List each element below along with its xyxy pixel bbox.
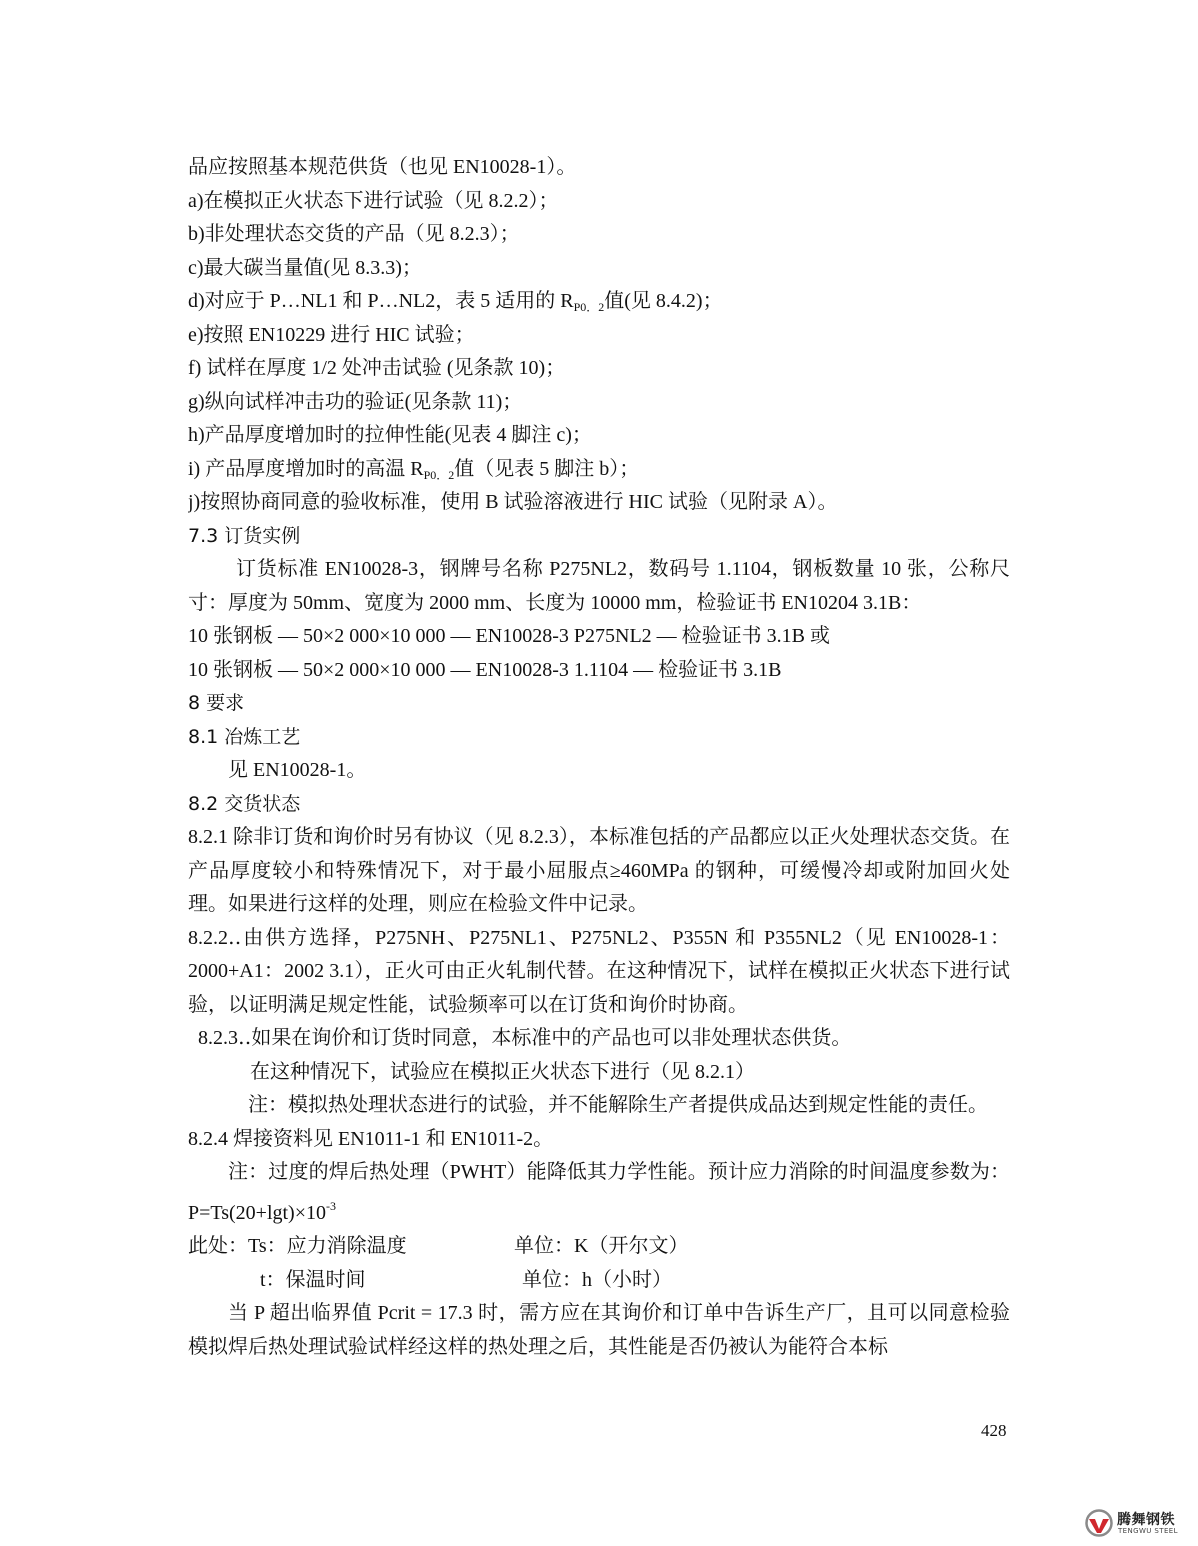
section-heading-7-3: 7.3 订货实例 <box>188 524 301 547</box>
list-item-h: h)产品厚度增加时的拉伸性能(见表 4 脚注 c)； <box>188 424 592 446</box>
logo-chinese-name: 腾舞钢铁 <box>1117 1512 1175 1528</box>
text-line: 品应按照基本规范供货（也见 EN10028-1）。 <box>188 156 577 178</box>
paragraph-8-2-3: 8.2.3‥如果在询价和订货时同意，本标准中的产品也可以非处理状态供货。 <box>198 1027 852 1049</box>
document-body <box>188 151 1010 1364</box>
paragraph-8-2-4: 8.2.4 焊接资料见 EN1011-1 和 EN1011-2。 <box>188 1127 554 1150</box>
definition-t <box>188 1264 1010 1298</box>
definition-t-unit: 单位：h（小时） <box>522 1268 672 1291</box>
list-item-e: e)按照 EN10229 进行 HIC 试验； <box>188 323 475 346</box>
note-pwht <box>188 1156 1010 1230</box>
note-simulated-heat-treatment: 注：模拟热处理状态进行的试验，并不能解除生产者提供成品达到规定性能的责任。 <box>248 1094 988 1116</box>
list-item-c: c)最大碳当量值(见 8.3.3)； <box>188 256 422 279</box>
note-pwht-text: 注：过度的焊后热处理（PWHT）能降低其力学性能。预计应力消除的时间温度参数为：P=Ts(20+lgt)×10 <box>188 1161 1010 1224</box>
list-item-d-tail: 值(见 8.4.2)； <box>604 290 723 312</box>
tengwu-logo-icon <box>1084 1508 1114 1538</box>
section-heading-8: 8 要求 <box>188 692 245 714</box>
list-item-j: j)按照协商同意的验收标准，使用 B 试验溶液进行 HIC 试验（见附录 A）。 <box>188 491 838 513</box>
subscript-p02: P0．2 <box>423 467 455 482</box>
list-item-a: a)在模拟正火状态下进行试验（见 8.2.2）； <box>188 189 559 212</box>
paragraph-order-example: 订货标准 EN10028-3，钢牌号名称 P275NL2，数码号 1.1104，钢板数量 10 张，公称尺寸：厚度为 50mm、宽度为 2000 mm、长度为 10000 mm，检验证书 EN10204 3.1B： <box>188 558 1010 614</box>
paragraph-8-2-1: 8.2.1 除非订货和询价时另有协议（见 8.2.3），本标准包括的产品都应以正火处理状态交货。在产品厚度较小和特殊情况下，对于最小屈服点≥460MPa 的钢种，可缓慢冷却或附加回火处理。如果进行这样的处理，则应在检验文件中记录。 <box>188 826 1010 915</box>
section-heading-8-2: 8.2 交货状态 <box>188 792 301 815</box>
order-example-line-1: 10 张钢板 — 50×2 000×10 000 — EN10028-3 P275NL2 — 检验证书 3.1B 或 <box>188 625 831 647</box>
order-example-line-2: 10 张钢板 — 50×2 000×10 000 — EN10028-3 1.1104 — 检验证书 3.1B <box>188 658 782 681</box>
superscript-exponent: -3 <box>326 1198 336 1213</box>
logo-english-name: TENGWU STEEL <box>1118 1527 1178 1535</box>
company-logo <box>1084 1508 1190 1538</box>
list-item-g: g)纵向试样冲击功的验证(见条款 11)； <box>188 390 523 413</box>
list-item-i-tail: 值（见表 5 脚注 b）； <box>454 457 640 480</box>
list-item-b: b)非处理状态交货的产品（见 8.2.3）； <box>188 223 520 245</box>
list-item-f: f) 试样在厚度 1/2 处冲击试验 (见条款 10)； <box>188 357 566 379</box>
page-number: 428 <box>981 1421 1007 1440</box>
list-item-d <box>188 285 1010 319</box>
paragraph-8-2-3-cont: 在这种情况下，试验应在模拟正火状态下进行（见 8.2.1） <box>250 1060 755 1083</box>
list-item-d-text: d)对应于 P…NL1 和 P…NL2，表 5 适用的 R <box>188 290 574 312</box>
paragraph-8-2-2: 8.2.2‥由供方选择，P275NH、P275NL1、P275NL2、P355N 和 P355NL2（见 EN10028-1：2000+A1：2002 3.1），正火可由正火轧制代替。在这种情况下，试样在模拟正火状态下进行试验，以证明满足规定性能，试验频率可以在订货和询价时协商。 <box>188 926 1010 1016</box>
definition-ts-label: 此处：Ts：应力消除温度 <box>188 1235 407 1257</box>
definition-ts-unit: 单位：K（开尔文） <box>514 1235 689 1257</box>
paragraph-pcrit: 当 P 超出临界值 Pcrit = 17.3 时，需方应在其询价和订单中告诉生产厂，且可以同意检验模拟焊后热处理试验试样经这样的热处理之后，其性能是否仍被认为能符合本标 <box>188 1302 1010 1358</box>
section-heading-8-1: 8.1 冶炼工艺 <box>188 725 301 748</box>
definition-ts <box>188 1230 1010 1264</box>
paragraph-8-1: 见 EN10028-1。 <box>228 759 367 781</box>
subscript-p02: P0．2 <box>573 300 605 314</box>
definition-t-label: t：保温时间 <box>260 1268 366 1291</box>
list-item-i-text: i) 产品厚度增加时的高温 R <box>188 457 424 480</box>
list-item-i <box>188 453 1010 487</box>
